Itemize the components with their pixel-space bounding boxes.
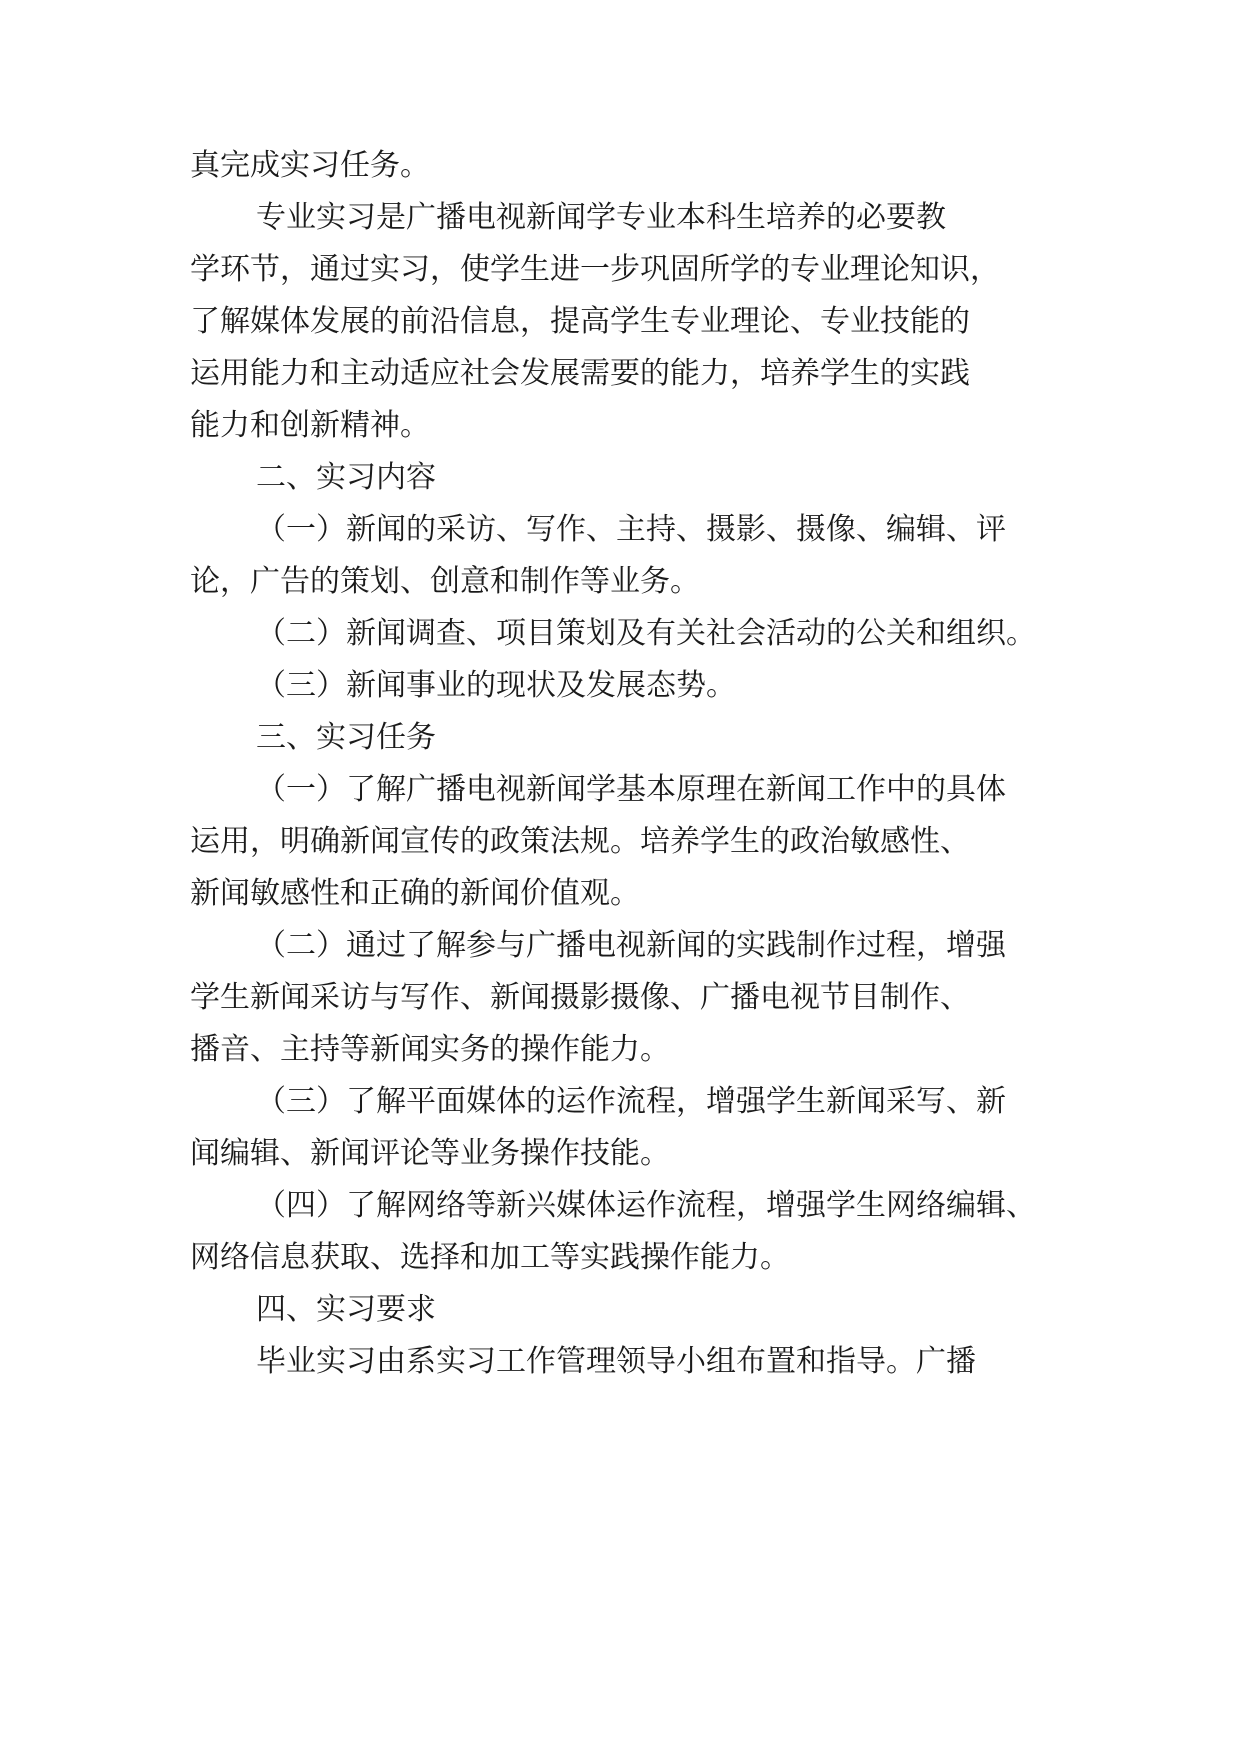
text-line-1: 真完成实习任务。	[190, 148, 430, 183]
text-line-21: （四）了解网络等新兴媒体运作流程，增强学生网络编辑、	[256, 1188, 1036, 1223]
text-line-15: 新闻敏感性和正确的新闻价值观。	[190, 876, 640, 911]
text-line-22: 网络信息获取、选择和加工等实践操作能力。	[190, 1240, 790, 1275]
text-line-10: （二）新闻调查、项目策划及有关社会活动的公关和组织。	[256, 616, 1036, 651]
text-line-16: （二）通过了解参与广播电视新闻的实践制作过程，增强	[256, 928, 1006, 963]
text-line-3: 学环节，通过实习，使学生进一步巩固所学的专业理论知识，	[190, 252, 1000, 287]
section-heading-4: 四、实习要求	[256, 1292, 436, 1327]
text-line-2: 专业实习是广播电视新闻学专业本科生培养的必要教	[256, 200, 946, 235]
text-line-13: （一）了解广播电视新闻学基本原理在新闻工作中的具体	[256, 772, 1006, 807]
text-line-6: 能力和创新精神。	[190, 408, 430, 443]
text-line-9: 论，广告的策划、创意和制作等业务。	[190, 564, 700, 599]
text-line-5: 运用能力和主动适应社会发展需要的能力，培养学生的实践	[190, 356, 970, 391]
text-line-8: （一）新闻的采访、写作、主持、摄影、摄像、编辑、评	[256, 512, 1006, 547]
text-line-19: （三）了解平面媒体的运作流程，增强学生新闻采写、新	[256, 1084, 1006, 1119]
text-line-20: 闻编辑、新闻评论等业务操作技能。	[190, 1136, 670, 1171]
text-line-24: 毕业实习由系实习工作管理领导小组布置和指导。广播	[256, 1344, 976, 1379]
text-line-4: 了解媒体发展的前沿信息，提高学生专业理论、专业技能的	[190, 304, 970, 339]
text-line-11: （三）新闻事业的现状及发展态势。	[256, 668, 736, 703]
section-heading-3: 三、实习任务	[256, 720, 436, 755]
text-line-18: 播音、主持等新闻实务的操作能力。	[190, 1032, 670, 1067]
section-heading-2: 二、实习内容	[256, 460, 436, 495]
text-line-17: 学生新闻采访与写作、新闻摄影摄像、广播电视节目制作、	[190, 980, 970, 1015]
text-line-14: 运用，明确新闻宣传的政策法规。培养学生的政治敏感性、	[190, 824, 970, 859]
